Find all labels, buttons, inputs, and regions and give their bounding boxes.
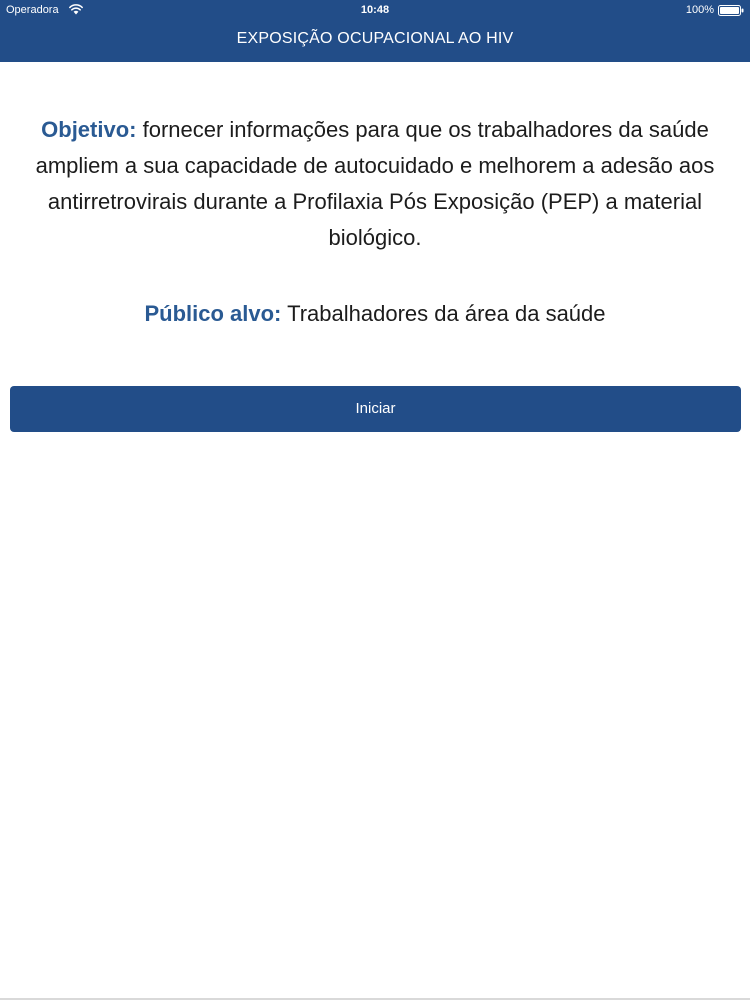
audience-label: Público alvo: [144, 301, 282, 326]
objective-paragraph [10, 112, 740, 256]
audience-text: Trabalhadores da área da saúde [281, 301, 606, 326]
carrier-name: Operadora [6, 4, 59, 16]
page-title: EXPOSIÇÃO OCUPACIONAL AO HIV [236, 30, 514, 47]
status-bar [0, 0, 750, 20]
status-time: 10:48 [360, 4, 390, 16]
start-button[interactable]: Iniciar [10, 386, 741, 432]
navigation-bar [0, 0, 750, 62]
target-audience-line [10, 296, 740, 332]
battery-icon [718, 5, 744, 16]
objective-label: Objetivo: [41, 117, 137, 142]
objective-text: fornecer informações para que os trabalhadores da saúde ampliem a sua capacidade de autocuidado e melhorem a adesão aos antirretrovirais durante a Profilaxia Pós Exposição (PEP) a material biológico. [35, 117, 715, 250]
battery-percentage: 100% [685, 4, 714, 16]
